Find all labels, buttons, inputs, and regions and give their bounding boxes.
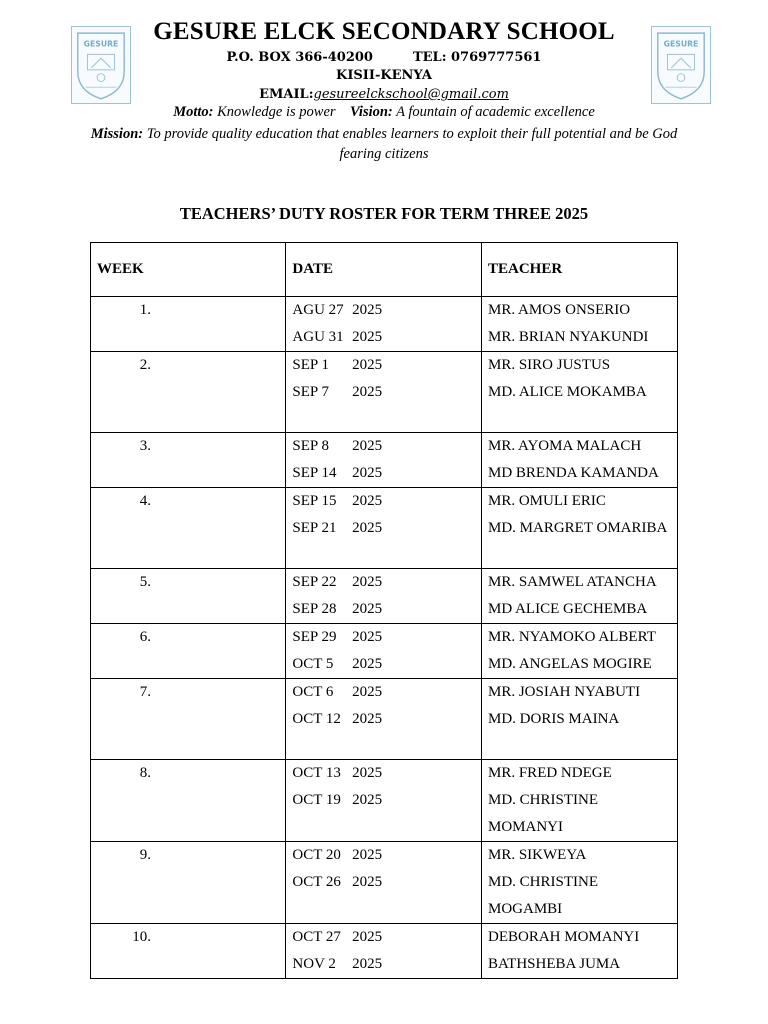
week-cell <box>91 352 286 433</box>
teacher-cell <box>482 569 678 624</box>
date-cell <box>286 924 482 979</box>
teacher-name: MD. CHRISTINE <box>488 792 599 808</box>
table-header-row <box>91 243 678 297</box>
date-cell <box>286 842 482 924</box>
date-line <box>292 569 475 596</box>
date-line <box>292 596 475 623</box>
date-cell <box>286 297 482 352</box>
week-number: 5. <box>139 574 151 590</box>
date-day: AGU 31 <box>292 329 344 345</box>
week-number: 3. <box>139 438 151 454</box>
teacher-name: MR. SIRO JUSTUS <box>488 357 611 373</box>
date-cell <box>286 569 482 624</box>
teacher-name: MD ALICE GECHEMBA <box>488 601 648 617</box>
date-year: 2025 <box>352 465 383 481</box>
table-row <box>91 433 678 488</box>
mission-text: To provide quality education that enables learners to exploit their full potential and be God fearing citizens <box>146 126 678 162</box>
date-cell <box>286 433 482 488</box>
date-line <box>292 515 475 542</box>
mission-label: Mission: <box>90 126 144 142</box>
column-header-date: DATE <box>286 243 482 297</box>
week-cell <box>91 679 286 760</box>
school-name: GESURE ELCK SECONDARY SCHOOL <box>153 18 615 45</box>
date-line <box>292 651 475 678</box>
date-day: SEP 29 <box>292 629 337 645</box>
date-year: 2025 <box>352 792 383 808</box>
teacher-cell <box>482 924 678 979</box>
date-day: OCT 19 <box>292 792 341 808</box>
table-row <box>91 569 678 624</box>
date-year: 2025 <box>352 357 383 373</box>
date-line <box>292 460 475 487</box>
roster-title: TEACHERS’ DUTY ROSTER FOR TERM THREE 2025 <box>179 204 589 223</box>
mission-statement <box>90 124 678 164</box>
table-row <box>91 352 678 433</box>
email-link[interactable]: gesureelckschool@gmail.com <box>313 87 509 102</box>
teacher-cell <box>482 760 678 842</box>
table-row <box>91 842 678 924</box>
date-year: 2025 <box>352 629 383 645</box>
date-year: 2025 <box>352 384 383 400</box>
date-day: OCT 6 <box>292 684 334 700</box>
date-year: 2025 <box>352 493 383 509</box>
week-cell <box>91 433 286 488</box>
date-year: 2025 <box>352 329 383 345</box>
date-line <box>292 842 475 869</box>
date-day: SEP 8 <box>292 438 329 454</box>
date-cell <box>286 488 482 569</box>
date-year: 2025 <box>352 302 383 318</box>
table-row <box>91 924 678 979</box>
date-year: 2025 <box>352 601 383 617</box>
date-line <box>292 760 475 787</box>
date-line <box>292 679 475 706</box>
po-box: P.O. BOX 366-40200 <box>226 50 373 65</box>
date-year: 2025 <box>352 765 383 781</box>
week-number: 8. <box>139 765 151 781</box>
date-line <box>292 951 475 978</box>
teacher-name: MR. SAMWEL ATANCHA <box>488 574 657 590</box>
column-header-teacher: TEACHER <box>482 243 678 297</box>
teacher-name: MR. AYOMA MALACH <box>488 438 642 454</box>
date-year: 2025 <box>352 874 383 890</box>
telephone: TEL: 0769777561 <box>412 50 542 65</box>
date-day: OCT 5 <box>292 656 334 672</box>
date-line <box>292 869 475 896</box>
date-cell <box>286 760 482 842</box>
week-cell <box>91 624 286 679</box>
teacher-name: MR. JOSIAH NYABUTI <box>488 684 641 700</box>
week-cell <box>91 924 286 979</box>
date-line <box>292 624 475 651</box>
date-line <box>292 924 475 951</box>
date-line <box>292 324 475 351</box>
teacher-name: BATHSHEBA JUMA <box>488 956 621 972</box>
week-cell <box>91 842 286 924</box>
teacher-cell <box>482 488 678 569</box>
duty-roster-table <box>90 242 678 979</box>
date-day: SEP 14 <box>292 465 337 481</box>
date-day: OCT 27 <box>292 929 341 945</box>
motto-label: Motto: <box>173 104 214 120</box>
teacher-name: MR. FRED NDEGE <box>488 765 612 781</box>
date-year: 2025 <box>352 929 383 945</box>
teacher-name: MD BRENDA KAMANDA <box>488 465 659 481</box>
date-year: 2025 <box>352 438 383 454</box>
teacher-name: MD. ANGELAS MOGIRE <box>488 656 652 672</box>
week-number: 7. <box>139 684 151 700</box>
teacher-name: MR. SIKWEYA <box>488 847 587 863</box>
logo-text: GESURE <box>663 39 699 49</box>
table-row <box>91 624 678 679</box>
teacher-name: DEBORAH MOMANYI <box>488 929 640 945</box>
week-cell <box>91 569 286 624</box>
teacher-cell <box>482 679 678 760</box>
week-number: 2. <box>139 357 151 373</box>
date-line <box>292 297 475 324</box>
date-cell <box>286 679 482 760</box>
teacher-name: MR. OMULI ERIC <box>488 493 606 509</box>
date-year: 2025 <box>352 711 383 727</box>
date-day: OCT 12 <box>292 711 341 727</box>
column-header-week: WEEK <box>91 243 286 297</box>
date-day: AGU 27 <box>292 302 344 318</box>
date-cell <box>286 352 482 433</box>
date-day: SEP 1 <box>292 357 329 373</box>
teacher-cell <box>482 297 678 352</box>
week-cell <box>91 297 286 352</box>
teacher-name: MR. NYAMOKO ALBERT <box>488 629 656 645</box>
teacher-name: MR. AMOS ONSERIO <box>488 302 631 318</box>
week-cell <box>91 760 286 842</box>
vision-text: A fountain of academic excellence <box>396 104 595 120</box>
date-day: SEP 21 <box>292 520 337 536</box>
vision-label: Vision: <box>350 104 393 120</box>
date-year: 2025 <box>352 847 383 863</box>
teacher-name: MOMANYI <box>488 819 563 835</box>
date-day: OCT 20 <box>292 847 341 863</box>
email-label: EMAIL: <box>259 87 314 102</box>
date-year: 2025 <box>352 574 383 590</box>
contact-line <box>0 50 768 65</box>
date-line <box>292 379 475 406</box>
date-line <box>292 352 475 379</box>
date-day: SEP 28 <box>292 601 337 617</box>
teacher-cell <box>482 352 678 433</box>
date-year: 2025 <box>352 684 383 700</box>
date-year: 2025 <box>352 956 383 972</box>
teacher-name: MD. CHRISTINE <box>488 874 599 890</box>
date-cell <box>286 624 482 679</box>
week-cell <box>91 488 286 569</box>
date-day: SEP 15 <box>292 493 337 509</box>
date-day: SEP 7 <box>292 384 329 400</box>
date-day: OCT 26 <box>292 874 341 890</box>
week-number: 4. <box>139 493 151 509</box>
location: KISII-KENYA <box>336 68 432 83</box>
teacher-name: MD. DORIS MAINA <box>488 711 620 727</box>
logo-text: GESURE <box>83 39 119 49</box>
date-line <box>292 706 475 733</box>
teacher-cell <box>482 433 678 488</box>
date-line <box>292 433 475 460</box>
table-row <box>91 679 678 760</box>
motto-vision-line <box>0 104 768 121</box>
week-number: 9. <box>139 847 151 863</box>
week-number: 1. <box>139 302 151 318</box>
table-row <box>91 760 678 842</box>
email-line <box>0 87 768 102</box>
table-row <box>91 488 678 569</box>
week-number: 6. <box>139 629 151 645</box>
date-day: NOV 2 <box>292 956 336 972</box>
date-year: 2025 <box>352 520 383 536</box>
date-line <box>292 488 475 515</box>
teacher-name: MR. BRIAN NYAKUNDI <box>488 329 649 345</box>
teacher-name: MD. MARGRET OMARIBA <box>488 520 668 536</box>
week-number: 10. <box>132 929 151 945</box>
table-row <box>91 297 678 352</box>
date-line <box>292 787 475 814</box>
teacher-cell <box>482 624 678 679</box>
date-day: OCT 13 <box>292 765 341 781</box>
date-day: SEP 22 <box>292 574 337 590</box>
teacher-name: MOGAMBI <box>488 901 563 917</box>
date-year: 2025 <box>352 656 383 672</box>
teacher-cell <box>482 842 678 924</box>
teacher-name: MD. ALICE MOKAMBA <box>488 384 647 400</box>
roster-body <box>91 297 678 979</box>
motto-text: Knowledge is power <box>217 104 336 120</box>
